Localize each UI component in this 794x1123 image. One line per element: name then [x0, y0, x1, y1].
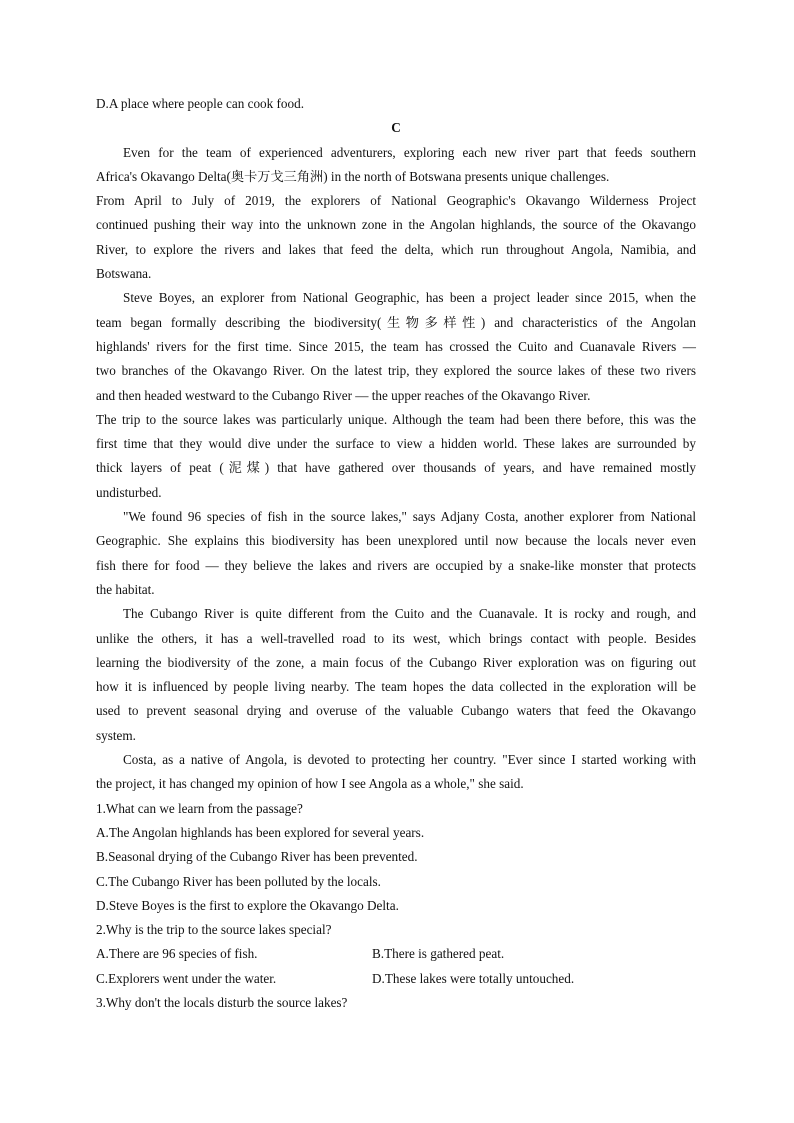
answer-option-row [96, 967, 696, 991]
passage-paragraph-5 [96, 505, 696, 602]
question-stem: 1.What can we learn from the passage? [96, 800, 303, 816]
paragraph-line: Geographic. She explains this biodiversity has been unexplored until now because the locals never even [96, 533, 696, 549]
paragraph-line: Africa's Okavango Delta(奥卡万戈三角洲) in the north of Botswana presents unique challenges. [96, 168, 610, 184]
paragraph-line: the habitat. [96, 581, 155, 597]
paragraph-line: and then headed westward to the Cubango River — the upper reaches of the Okavango River. [96, 387, 591, 403]
paragraph-line: learning the biodiversity of the zone, a main focus of the Cubango River exploration was on figuring out [96, 654, 696, 670]
question-1 [96, 797, 696, 918]
paragraph-line: system. [96, 727, 136, 743]
answer-option-d: D.These lakes were totally untouched. [372, 970, 575, 986]
exam-page [96, 92, 696, 1015]
paragraph-line: continued pushing their way into the unknown zone in the Angolan highlands, the source of the Okavango [96, 217, 696, 233]
answer-option-b: B.Seasonal drying of the Cubango River has been prevented. [96, 849, 418, 865]
paragraph-line: thick layers of peat (泥煤) that have gathered over thousands of years, and have remained mostly [96, 460, 696, 476]
question-2 [96, 918, 696, 991]
passage-paragraph-6 [96, 602, 696, 748]
paragraph-line: Steve Boyes, an explorer from National Geographic, has been a project leader since 2015, when the [123, 290, 696, 306]
previous-question-option-d: D.A place where people can cook food. [96, 96, 304, 111]
question-stem: 2.Why is the trip to the source lakes special? [96, 922, 332, 938]
paragraph-line: used to prevent seasonal drying and overuse of the valuable Cubango waters that feed the Okavango [96, 703, 696, 719]
paragraph-line: From April to July of 2019, the explorers of National Geographic's Okavango Wilderness Project [96, 193, 696, 209]
paragraph-line: undisturbed. [96, 484, 162, 500]
paragraph-line: "We found 96 species of fish in the source lakes," says Adjany Costa, another explorer from National [123, 509, 696, 525]
paragraph-line: The Cubango River is quite different from the Cuito and the Cuanavale. It is rocky and rough, and [123, 606, 696, 622]
passage-paragraph-4 [96, 408, 696, 505]
answer-option-c: C.Explorers went under the water. [96, 970, 277, 986]
question-stem: 3.Why don't the locals disturb the source lakes? [96, 994, 348, 1010]
answer-option-c: C.The Cubango River has been polluted by the locals. [96, 873, 381, 889]
paragraph-line: fish there for food — they believe the lakes and rivers are occupied by a snake-like monster that protects [96, 557, 696, 573]
answer-option-a: A.The Angolan highlands has been explored for several years. [96, 824, 425, 840]
paragraph-line: first time that they would dive under the surface to view a hidden world. These lakes are surrounded by [96, 436, 696, 452]
answer-option-b: B.There is gathered peat. [372, 946, 505, 962]
answer-option-row [96, 942, 696, 966]
paragraph-line: how it is influenced by people living nearby. The team hopes the data collected in the exploration will be [96, 679, 696, 695]
passage-paragraph-1 [96, 141, 696, 190]
paragraph-line: two branches of the Okavango River. On the latest trip, they explored the source lakes of these two rivers [96, 363, 696, 379]
answer-option-a: A.There are 96 species of fish. [96, 946, 258, 962]
paragraph-line: Even for the team of experienced adventurers, exploring each new river part that feeds southern [123, 144, 696, 160]
paragraph-line: The trip to the source lakes was particularly unique. Although the team had been there before, this was the [96, 411, 696, 427]
paragraph-line: highlands' rivers for the first time. Since 2015, the team has crossed the Cuito and Cuanavale Rivers — [96, 338, 696, 354]
section-title: C [391, 120, 401, 136]
passage-paragraph-7 [96, 748, 696, 797]
answer-option-d: D.Steve Boyes is the first to explore the Okavango Delta. [96, 897, 399, 913]
passage-paragraph-3 [96, 286, 696, 407]
paragraph-line: team began formally describing the biodiversity(生物多样性) and characteristics of the Angolan [96, 314, 696, 330]
question-3 [96, 991, 696, 1015]
paragraph-line: River, to explore the rivers and lakes that feed the delta, which run throughout Angola, Namibia, and [96, 241, 696, 257]
passage-paragraph-2 [96, 189, 696, 286]
paragraph-line: Botswana. [96, 266, 152, 282]
paragraph-line: the project, it has changed my opinion of how I see Angola as a whole," she said. [96, 776, 524, 792]
paragraph-line: Costa, as a native of Angola, is devoted to protecting her country. "Ever since I started working with [123, 752, 696, 768]
paragraph-line: unlike the others, it has a well-travelled road to its west, which brings contact with people. Besides [96, 630, 696, 646]
